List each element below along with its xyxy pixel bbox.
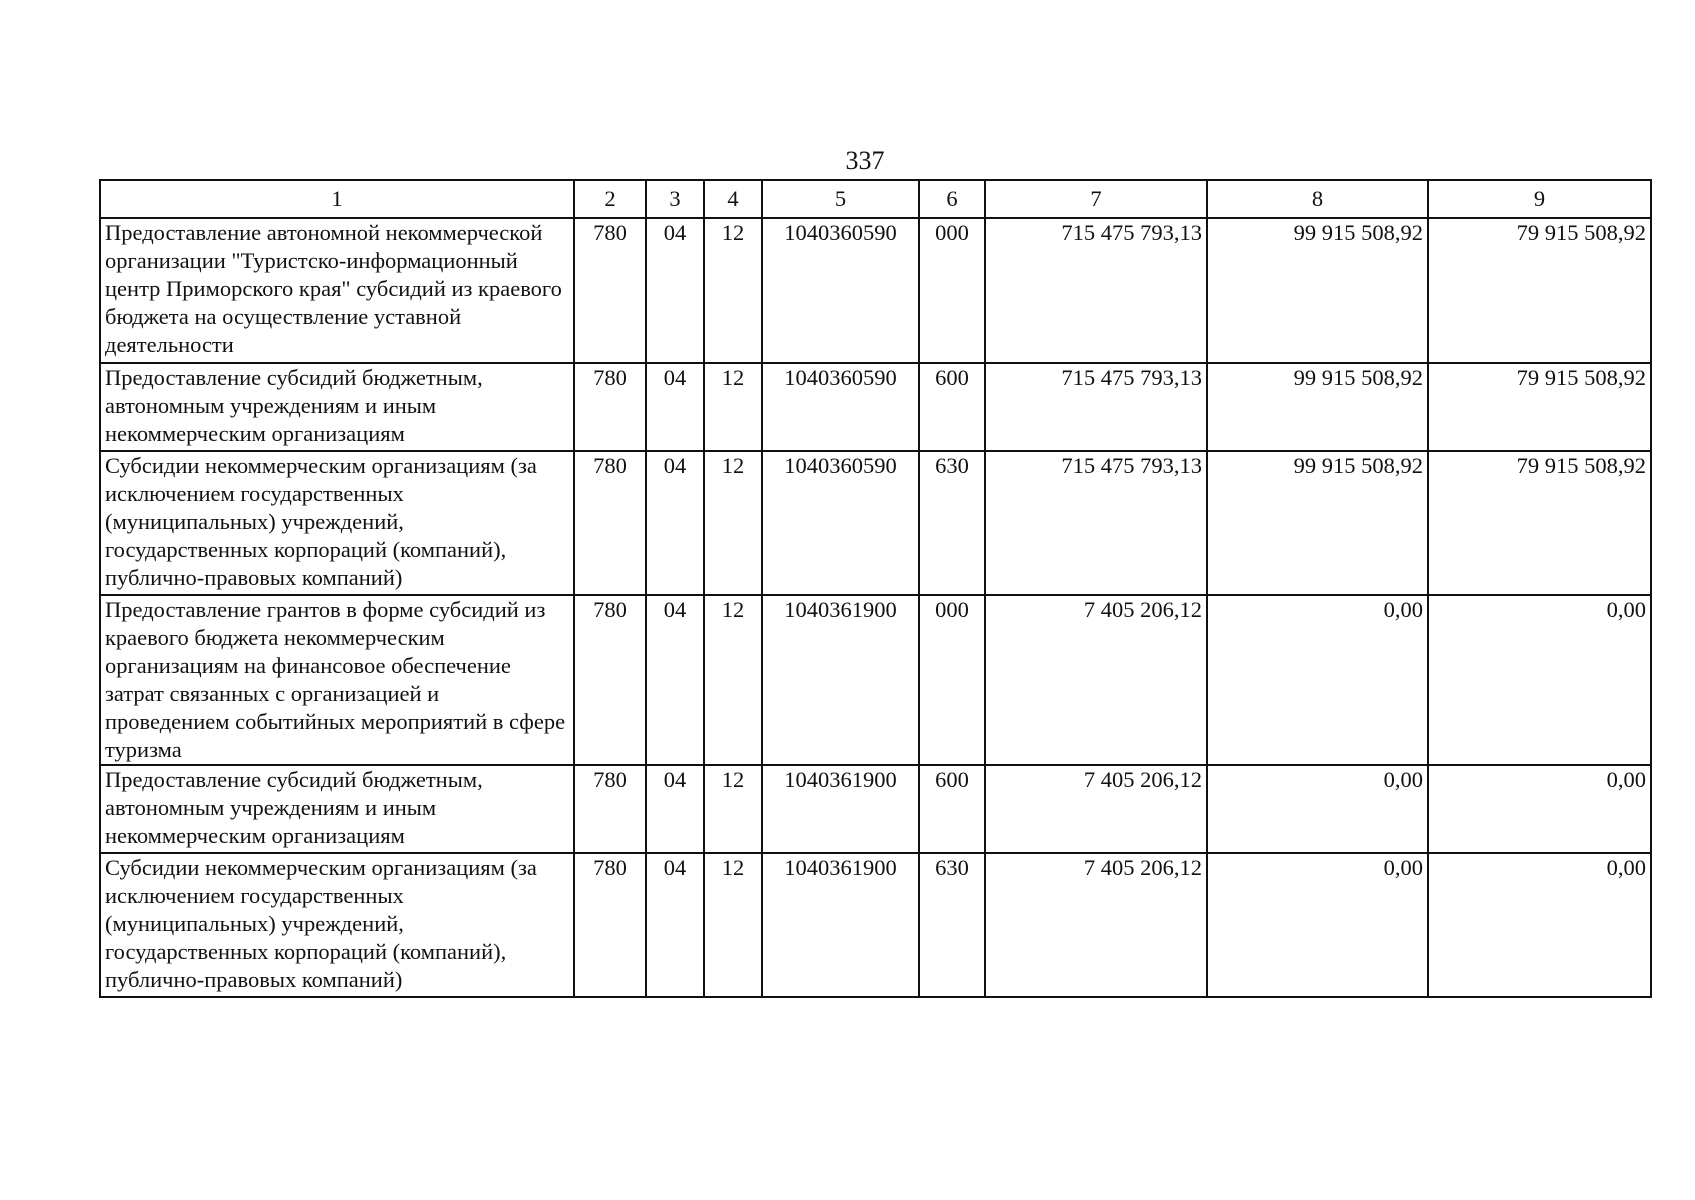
subsection-code: 12 bbox=[704, 853, 762, 997]
column-header: 4 bbox=[704, 180, 762, 218]
section-code: 04 bbox=[646, 765, 704, 853]
row-description: Предоставление грантов в форме субсидий из краевого бюджета некоммерческим организациям на финансовое обеспечение затрат связанных с организацией и проведением событийных мероприятий в сфере туризма bbox=[100, 595, 574, 765]
ministry-code: 780 bbox=[574, 853, 646, 997]
table-row bbox=[100, 363, 1651, 451]
budget-table bbox=[99, 179, 1652, 998]
section-code: 04 bbox=[646, 853, 704, 997]
row-description: Субсидии некоммерческим организациям (за исключением государственных (муниципальных) учреждений, государственных корпораций (компаний), публично-правовых компаний) bbox=[100, 853, 574, 997]
amount-col-8: 0,00 bbox=[1207, 853, 1428, 997]
amount-col-7: 715 475 793,13 bbox=[985, 363, 1207, 451]
amount-col-9: 79 915 508,92 bbox=[1428, 363, 1651, 451]
amount-col-7: 7 405 206,12 bbox=[985, 765, 1207, 853]
column-header: 5 bbox=[762, 180, 919, 218]
expense-type-code: 000 bbox=[919, 595, 985, 765]
amount-col-7: 7 405 206,12 bbox=[985, 853, 1207, 997]
amount-col-7: 715 475 793,13 bbox=[985, 451, 1207, 595]
table-row bbox=[100, 218, 1651, 363]
ministry-code: 780 bbox=[574, 595, 646, 765]
expense-type-code: 600 bbox=[919, 765, 985, 853]
column-header: 3 bbox=[646, 180, 704, 218]
page-number: 337 bbox=[845, 146, 885, 175]
target-article-code: 1040360590 bbox=[762, 363, 919, 451]
subsection-code: 12 bbox=[704, 363, 762, 451]
table-row bbox=[100, 451, 1651, 595]
amount-col-8: 99 915 508,92 bbox=[1207, 218, 1428, 363]
subsection-code: 12 bbox=[704, 451, 762, 595]
ministry-code: 780 bbox=[574, 765, 646, 853]
amount-col-9: 0,00 bbox=[1428, 765, 1651, 853]
amount-col-9: 79 915 508,92 bbox=[1428, 451, 1651, 595]
column-header: 6 bbox=[919, 180, 985, 218]
target-article-code: 1040361900 bbox=[762, 765, 919, 853]
amount-col-7: 7 405 206,12 bbox=[985, 595, 1207, 765]
subsection-code: 12 bbox=[704, 765, 762, 853]
column-header: 1 bbox=[100, 180, 574, 218]
column-header: 7 bbox=[985, 180, 1207, 218]
subsection-code: 12 bbox=[704, 218, 762, 363]
amount-col-9: 79 915 508,92 bbox=[1428, 218, 1651, 363]
section-code: 04 bbox=[646, 451, 704, 595]
table-row bbox=[100, 765, 1651, 853]
expense-type-code: 600 bbox=[919, 363, 985, 451]
subsection-code: 12 bbox=[704, 595, 762, 765]
column-header: 8 bbox=[1207, 180, 1428, 218]
ministry-code: 780 bbox=[574, 363, 646, 451]
row-description: Предоставление субсидий бюджетным, автономным учреждениям и иным некоммерческим организациям bbox=[100, 363, 574, 451]
header-row bbox=[100, 180, 1651, 218]
amount-col-7: 715 475 793,13 bbox=[985, 218, 1207, 363]
ministry-code: 780 bbox=[574, 451, 646, 595]
expense-type-code: 630 bbox=[919, 853, 985, 997]
amount-col-8: 99 915 508,92 bbox=[1207, 451, 1428, 595]
ministry-code: 780 bbox=[574, 218, 646, 363]
row-description: Предоставление автономной некоммерческой организации "Туристско-информационный центр Приморского края" субсидий из краевого бюджета на осуществление уставной деятельности bbox=[100, 218, 574, 363]
amount-col-8: 99 915 508,92 bbox=[1207, 363, 1428, 451]
amount-col-8: 0,00 bbox=[1207, 765, 1428, 853]
table-row bbox=[100, 595, 1651, 765]
expense-type-code: 630 bbox=[919, 451, 985, 595]
section-code: 04 bbox=[646, 363, 704, 451]
target-article-code: 1040360590 bbox=[762, 218, 919, 363]
target-article-code: 1040360590 bbox=[762, 451, 919, 595]
target-article-code: 1040361900 bbox=[762, 853, 919, 997]
amount-col-9: 0,00 bbox=[1428, 853, 1651, 997]
section-code: 04 bbox=[646, 218, 704, 363]
table-row bbox=[100, 853, 1651, 997]
expense-type-code: 000 bbox=[919, 218, 985, 363]
section-code: 04 bbox=[646, 595, 704, 765]
column-header: 2 bbox=[574, 180, 646, 218]
amount-col-9: 0,00 bbox=[1428, 595, 1651, 765]
column-header: 9 bbox=[1428, 180, 1651, 218]
amount-col-8: 0,00 bbox=[1207, 595, 1428, 765]
row-description: Субсидии некоммерческим организациям (за исключением государственных (муниципальных) учреждений, государственных корпораций (компаний), публично-правовых компаний) bbox=[100, 451, 574, 595]
target-article-code: 1040361900 bbox=[762, 595, 919, 765]
row-description: Предоставление субсидий бюджетным, автономным учреждениям и иным некоммерческим организациям bbox=[100, 765, 574, 853]
